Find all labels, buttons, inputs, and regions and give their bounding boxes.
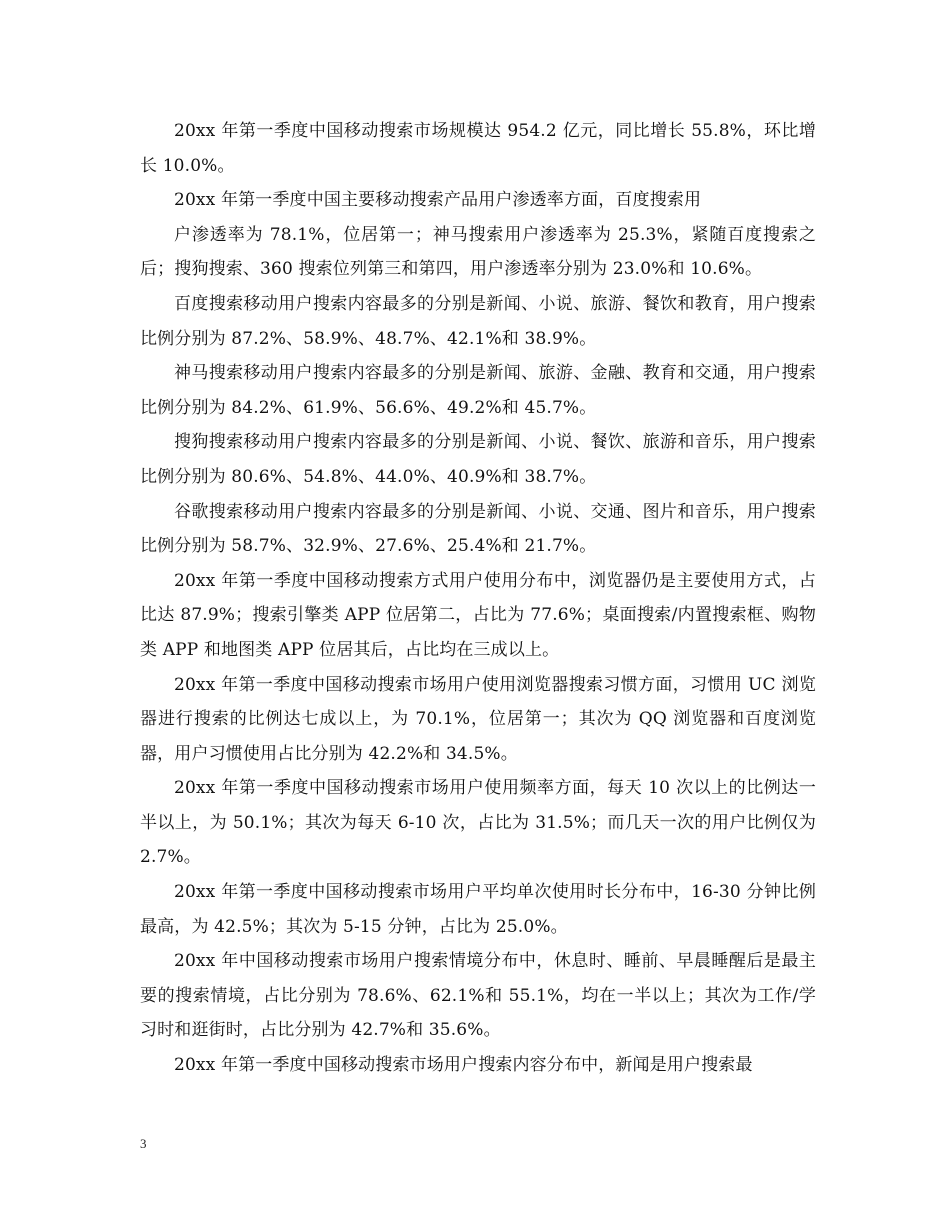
paragraph: 20xx 年第一季度中国移动搜索市场用户使用频率方面，每天 10 次以上的比例达一半以上，为 50.1%；其次为每天 6-10 次，占比为 31.5%；而几天一次的用户比例仅为 2.7%。 <box>140 778 816 868</box>
paragraph: 神马搜索移动用户搜索内容最多的分别是新闻、旅游、金融、教育和交通，用户搜索比例分别为 84.2%、61.9%、56.6%、49.2%和 45.7%。 <box>140 363 816 418</box>
paragraph: 20xx 年第一季度中国主要移动搜索产品用户渗透率方面，百度搜索用 <box>174 190 702 211</box>
paragraph: 户渗透率为 78.1%，位居第一；神马搜索用户渗透率为 25.3%，紧随百度搜索之后；搜狗搜索、360 搜索位列第三和第四，用户渗透率分别为 23.0%和 10.6%。 <box>140 224 816 280</box>
paragraph: 20xx 年第一季度中国移动搜索市场用户平均单次使用时长分布中，16-30 分钟比例最高，为 42.5%；其次为 5-15 分钟，占比为 25.0%。 <box>140 882 816 937</box>
paragraph: 搜狗搜索移动用户搜索内容最多的分别是新闻、小说、餐饮、旅游和音乐，用户搜索比例分别为 80.6%、54.8%、44.0%、40.9%和 38.7%。 <box>140 432 816 487</box>
paragraph: 20xx 年第一季度中国移动搜索市场用户使用浏览器搜索习惯方面，习惯用 UC 浏览器进行搜索的比例达七成以上，为 70.1%，位居第一；其次为 QQ 浏览器和百度浏览器，用户习惯使用占比分别为 42.2%和 34.5%。 <box>140 674 816 764</box>
paragraph: 20xx 年第一季度中国移动搜索市场用户搜索内容分布中，新闻是用户搜索最 <box>174 1055 753 1076</box>
paragraph: 百度搜索移动用户搜索内容最多的分别是新闻、小说、旅游、餐饮和教育，用户搜索比例分别为 87.2%、58.9%、48.7%、42.1%和 38.9%。 <box>140 293 816 349</box>
paragraph: 20xx 年第一季度中国移动搜索方式用户使用分布中，浏览器仍是主要使用方式，占比达 87.9%；搜索引擎类 APP 位居第二，占比为 77.6%；桌面搜索/内置搜索框、购物类 APP 和地图类 APP 位居其后，占比均在三成以上。 <box>140 570 816 660</box>
paragraph: 20xx 年中国移动搜索市场用户搜索情境分布中，休息时、睡前、早晨睡醒后是最主要的搜索情境，占比分别为 78.6%、62.1%和 55.1%，均在一半以上；其次为工作/学习时和逛街时，占比分别为 42.7%和 35.6%。 <box>140 951 816 1041</box>
document-body <box>140 114 816 1083</box>
paragraph: 谷歌搜索移动用户搜索内容最多的分别是新闻、小说、交通、图片和音乐，用户搜索比例分别为 58.7%、32.9%、27.6%、25.4%和 21.7%。 <box>140 501 816 557</box>
page-number: 3 <box>140 1136 147 1151</box>
paragraph: 20xx 年第一季度中国移动搜索市场规模达 954.2 亿元，同比增长 55.8%，环比增长 10.0%。 <box>140 121 816 176</box>
